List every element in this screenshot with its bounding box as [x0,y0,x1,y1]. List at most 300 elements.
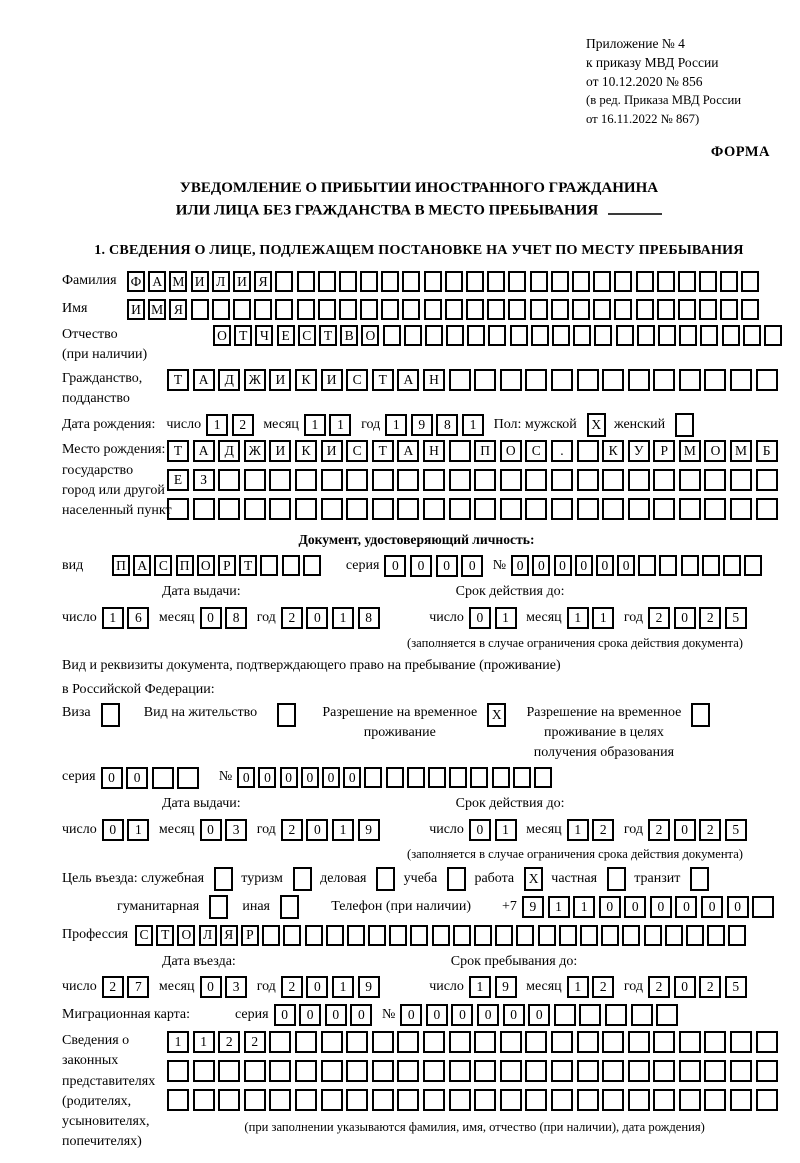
phone-cell-9[interactable] [752,896,774,918]
surname-cell-11[interactable] [360,271,378,292]
mk-series-cell-0[interactable]: 0 [274,1004,296,1026]
permit-issue-day-cell-0[interactable]: 0 [102,819,124,841]
representatives-line3-cell-4[interactable] [269,1089,291,1111]
birthplace-line2-cell-3[interactable] [244,469,266,491]
representatives-line1-cell-11[interactable] [449,1031,471,1053]
entry-month-cell-1[interactable]: 3 [225,976,247,998]
doc-type-cell-3[interactable]: П [176,555,194,576]
permit-valid-year-cell-0[interactable]: 2 [648,819,670,841]
permit-issue-year-cell-3[interactable]: 9 [358,819,380,841]
birthplace-line1-cell-13[interactable]: О [500,440,522,462]
citizenship-cell-20[interactable] [679,369,701,391]
representatives-line3-cell-18[interactable] [628,1089,650,1111]
permit-number-cell-8[interactable] [407,767,425,788]
representatives-line3-cell-22[interactable] [730,1089,752,1111]
birthplace-line2-cell-17[interactable] [602,469,624,491]
mk-series-cell-2[interactable]: 0 [325,1004,347,1026]
profession-cell-14[interactable] [432,925,450,946]
sex-male-checkbox-0[interactable]: X [587,413,606,437]
surname-cell-12[interactable] [381,271,399,292]
representatives-line2-cell-19[interactable] [653,1060,675,1082]
citizenship-cell-7[interactable]: С [346,369,368,391]
doc-issue-year-cell-1[interactable]: 0 [306,607,328,629]
citizenship-cell-19[interactable] [653,369,675,391]
patronymic-cell-12[interactable] [467,325,485,346]
mk-number-cell-10[interactable] [656,1004,678,1026]
phone-cell-1[interactable]: 1 [548,896,570,918]
surname-cell-20[interactable] [551,271,569,292]
doc-valid-day-cell-1[interactable]: 1 [495,607,517,629]
representatives-line1-cell-3[interactable]: 2 [244,1031,266,1053]
representatives-line2-cell-22[interactable] [730,1060,752,1082]
profession-cell-25[interactable] [665,925,683,946]
permit-valid-month-cell-0[interactable]: 1 [567,819,589,841]
birthplace-line3-cell-14[interactable] [525,498,547,520]
birthplace-line2-cell-13[interactable] [500,469,522,491]
permit-number-cell-11[interactable] [470,767,488,788]
birthplace-line1-cell-2[interactable]: Д [218,440,240,462]
given-name-cell-0[interactable]: И [127,299,145,320]
citizenship-cell-3[interactable]: Ж [244,369,266,391]
sex-female-checkbox-0[interactable] [675,413,694,437]
representatives-line3-cell-17[interactable] [602,1089,624,1111]
birthplace-line1-cell-19[interactable]: Р [653,440,675,462]
doc-type-cell-7[interactable] [260,555,278,576]
purpose-work-checkbox-0[interactable]: X [524,867,543,891]
doc-valid-year-cell-0[interactable]: 2 [648,607,670,629]
given-name-cell-15[interactable] [445,299,463,320]
doc-type-cell-8[interactable] [282,555,300,576]
visa-checkbox-0[interactable] [101,703,120,727]
surname-cell-3[interactable]: И [191,271,209,292]
doc-number-cell-3[interactable]: 0 [575,555,593,576]
representatives-line1-cell-12[interactable] [474,1031,496,1053]
permit-issue-month-cell-1[interactable]: 3 [225,819,247,841]
representatives-line1-cell-5[interactable] [295,1031,317,1053]
permit-valid-month-cell-1[interactable]: 2 [592,819,614,841]
birthplace-line1-cell-18[interactable]: У [628,440,650,462]
birthplace-line1-cell-9[interactable]: А [397,440,419,462]
birthplace-line1-cell-11[interactable] [449,440,471,462]
given-name-cell-22[interactable] [593,299,611,320]
birthplace-line1-cell-0[interactable]: Т [167,440,189,462]
doc-valid-month-cell-0[interactable]: 1 [567,607,589,629]
given-name-cell-26[interactable] [678,299,696,320]
birthplace-line3-cell-22[interactable] [730,498,752,520]
doc-number-cell-4[interactable]: 0 [596,555,614,576]
representatives-line1-cell-1[interactable]: 1 [193,1031,215,1053]
doc-number-cell-0[interactable]: 0 [511,555,529,576]
citizenship-cell-9[interactable]: А [397,369,419,391]
phone-cell-5[interactable]: 0 [650,896,672,918]
given-name-cell-20[interactable] [551,299,569,320]
citizenship-cell-14[interactable] [525,369,547,391]
citizenship-cell-21[interactable] [704,369,726,391]
representatives-line2-cell-16[interactable] [577,1060,599,1082]
representatives-line1-cell-10[interactable] [423,1031,445,1053]
representatives-line1-cell-22[interactable] [730,1031,752,1053]
profession-cell-8[interactable] [305,925,323,946]
purpose-transit-checkbox-0[interactable] [690,867,709,891]
temp-residence-checkbox-0[interactable]: X [487,703,506,727]
purpose-official-checkbox-0[interactable] [214,867,233,891]
birthplace-line1-cell-16[interactable] [577,440,599,462]
birthplace-line1-cell-5[interactable]: К [295,440,317,462]
permit-series-cell-2[interactable] [152,767,174,789]
birthplace-line1-cell-20[interactable]: М [679,440,701,462]
doc-issue-year-cell-2[interactable]: 1 [332,607,354,629]
permit-valid-year-cell-2[interactable]: 2 [699,819,721,841]
stay-year-cell-1[interactable]: 0 [674,976,696,998]
doc-number-cell-5[interactable]: 0 [617,555,635,576]
citizenship-cell-6[interactable]: И [321,369,343,391]
representatives-line2-cell-2[interactable] [218,1060,240,1082]
doc-type-cell-0[interactable]: П [112,555,130,576]
doc-issue-day-cell-1[interactable]: 6 [127,607,149,629]
given-name-cell-27[interactable] [699,299,717,320]
representatives-line2-cell-21[interactable] [704,1060,726,1082]
doc-number-cell-9[interactable] [702,555,720,576]
phone-cell-4[interactable]: 0 [624,896,646,918]
doc-valid-year-cell-1[interactable]: 0 [674,607,696,629]
representatives-line2-cell-12[interactable] [474,1060,496,1082]
representatives-line1-cell-15[interactable] [551,1031,573,1053]
surname-cell-13[interactable] [402,271,420,292]
doc-series-cell-1[interactable]: 0 [410,555,432,577]
representatives-line3-cell-21[interactable] [704,1089,726,1111]
profession-cell-20[interactable] [559,925,577,946]
patronymic-cell-2[interactable]: Ч [255,325,273,346]
given-name-cell-12[interactable] [381,299,399,320]
representatives-line3-cell-6[interactable] [321,1089,343,1111]
mk-number-cell-1[interactable]: 0 [426,1004,448,1026]
doc-issue-month-cell-1[interactable]: 8 [225,607,247,629]
representatives-line2-cell-9[interactable] [397,1060,419,1082]
profession-cell-28[interactable] [728,925,746,946]
representatives-line3-cell-23[interactable] [756,1089,778,1111]
patronymic-cell-17[interactable] [573,325,591,346]
given-name-cell-14[interactable] [424,299,442,320]
doc-number-cell-10[interactable] [723,555,741,576]
representatives-line1-cell-4[interactable] [269,1031,291,1053]
doc-number-cell-2[interactable]: 0 [554,555,572,576]
patronymic-cell-9[interactable] [404,325,422,346]
given-name-cell-21[interactable] [572,299,590,320]
patronymic-cell-5[interactable]: Т [319,325,337,346]
representatives-line2-cell-0[interactable] [167,1060,189,1082]
patronymic-cell-25[interactable] [743,325,761,346]
birth-year-cell-2[interactable]: 8 [436,414,458,436]
birthplace-line2-cell-11[interactable] [449,469,471,491]
permit-valid-day-cell-0[interactable]: 0 [469,819,491,841]
citizenship-cell-0[interactable]: Т [167,369,189,391]
citizenship-cell-16[interactable] [577,369,599,391]
permit-number-cell-2[interactable]: 0 [280,767,298,788]
citizenship-cell-4[interactable]: И [269,369,291,391]
purpose-tourism-checkbox-0[interactable] [293,867,312,891]
patronymic-cell-1[interactable]: Т [234,325,252,346]
profession-cell-7[interactable] [283,925,301,946]
surname-cell-10[interactable] [339,271,357,292]
birthplace-line3-cell-19[interactable] [653,498,675,520]
profession-cell-5[interactable]: Р [241,925,259,946]
birthplace-line1-cell-7[interactable]: С [346,440,368,462]
phone-cell-7[interactable]: 0 [701,896,723,918]
doc-type-cell-1[interactable]: А [133,555,151,576]
doc-series-cell-0[interactable]: 0 [384,555,406,577]
residence-permit-checkbox-0[interactable] [277,703,296,727]
given-name-cell-25[interactable] [657,299,675,320]
stay-year-cell-2[interactable]: 2 [699,976,721,998]
permit-number-cell-12[interactable] [492,767,510,788]
given-name-cell-5[interactable] [233,299,251,320]
given-name-cell-16[interactable] [466,299,484,320]
representatives-line2-cell-3[interactable] [244,1060,266,1082]
profession-cell-17[interactable] [495,925,513,946]
surname-cell-23[interactable] [614,271,632,292]
profession-cell-21[interactable] [580,925,598,946]
entry-year-cell-0[interactable]: 2 [281,976,303,998]
patronymic-cell-6[interactable]: В [340,325,358,346]
citizenship-cell-17[interactable] [602,369,624,391]
doc-number-cell-8[interactable] [681,555,699,576]
birthplace-line2-cell-19[interactable] [653,469,675,491]
doc-series-cell-3[interactable]: 0 [461,555,483,577]
doc-number-cell-7[interactable] [659,555,677,576]
stay-day-cell-0[interactable]: 1 [469,976,491,998]
representatives-line1-cell-18[interactable] [628,1031,650,1053]
purpose-study-checkbox-0[interactable] [447,867,466,891]
citizenship-cell-13[interactable] [500,369,522,391]
birthplace-line3-cell-20[interactable] [679,498,701,520]
phone-cell-0[interactable]: 9 [522,896,544,918]
surname-cell-18[interactable] [508,271,526,292]
citizenship-cell-22[interactable] [730,369,752,391]
permit-series-cell-3[interactable] [177,767,199,789]
birthplace-line3-cell-15[interactable] [551,498,573,520]
birth-month-cell-1[interactable]: 1 [329,414,351,436]
permit-valid-day-cell-1[interactable]: 1 [495,819,517,841]
representatives-line3-cell-13[interactable] [500,1089,522,1111]
surname-cell-29[interactable] [741,271,759,292]
surname-cell-7[interactable] [275,271,293,292]
profession-cell-1[interactable]: Т [156,925,174,946]
birthplace-line3-cell-6[interactable] [321,498,343,520]
entry-year-cell-1[interactable]: 0 [306,976,328,998]
given-name-cell-24[interactable] [636,299,654,320]
patronymic-cell-13[interactable] [488,325,506,346]
phone-cell-2[interactable]: 1 [573,896,595,918]
doc-type-cell-5[interactable]: Р [218,555,236,576]
given-name-cell-4[interactable] [212,299,230,320]
given-name-cell-7[interactable] [275,299,293,320]
doc-issue-year-cell-0[interactable]: 2 [281,607,303,629]
representatives-line3-cell-16[interactable] [577,1089,599,1111]
surname-cell-8[interactable] [297,271,315,292]
stay-month-cell-1[interactable]: 2 [592,976,614,998]
birthplace-line3-cell-8[interactable] [372,498,394,520]
given-name-cell-11[interactable] [360,299,378,320]
birthplace-line1-cell-1[interactable]: А [193,440,215,462]
permit-series-cell-0[interactable]: 0 [101,767,123,789]
representatives-line2-cell-20[interactable] [679,1060,701,1082]
representatives-line2-cell-5[interactable] [295,1060,317,1082]
profession-cell-15[interactable] [453,925,471,946]
representatives-line2-cell-4[interactable] [269,1060,291,1082]
purpose-private-checkbox-0[interactable] [607,867,626,891]
representatives-line2-cell-18[interactable] [628,1060,650,1082]
mk-number-cell-9[interactable] [631,1004,653,1026]
mk-number-cell-5[interactable]: 0 [528,1004,550,1026]
representatives-line3-cell-14[interactable] [525,1089,547,1111]
doc-valid-year-cell-3[interactable]: 5 [725,607,747,629]
representatives-line1-cell-19[interactable] [653,1031,675,1053]
patronymic-cell-4[interactable]: С [298,325,316,346]
surname-cell-4[interactable]: Л [212,271,230,292]
profession-cell-3[interactable]: Л [199,925,217,946]
profession-cell-0[interactable]: С [135,925,153,946]
birthplace-line2-cell-16[interactable] [577,469,599,491]
surname-cell-16[interactable] [466,271,484,292]
birthplace-line2-cell-12[interactable] [474,469,496,491]
patronymic-cell-19[interactable] [616,325,634,346]
doc-valid-month-cell-1[interactable]: 1 [592,607,614,629]
birthplace-line1-cell-23[interactable]: Б [756,440,778,462]
birthplace-line2-cell-18[interactable] [628,469,650,491]
mk-series-cell-3[interactable]: 0 [350,1004,372,1026]
patronymic-cell-8[interactable] [383,325,401,346]
permit-issue-year-cell-1[interactable]: 0 [306,819,328,841]
surname-cell-25[interactable] [657,271,675,292]
given-name-cell-29[interactable] [741,299,759,320]
permit-issue-month-cell-0[interactable]: 0 [200,819,222,841]
permit-valid-year-cell-3[interactable]: 5 [725,819,747,841]
representatives-line1-cell-14[interactable] [525,1031,547,1053]
entry-year-cell-3[interactable]: 9 [358,976,380,998]
birthplace-line1-cell-10[interactable]: Н [423,440,445,462]
representatives-line2-cell-13[interactable] [500,1060,522,1082]
profession-cell-9[interactable] [326,925,344,946]
surname-cell-28[interactable] [720,271,738,292]
representatives-line2-cell-7[interactable] [346,1060,368,1082]
birthplace-line2-cell-1[interactable]: З [193,469,215,491]
birthplace-line1-cell-8[interactable]: Т [372,440,394,462]
given-name-cell-17[interactable] [487,299,505,320]
surname-cell-1[interactable]: А [148,271,166,292]
permit-number-cell-9[interactable] [428,767,446,788]
citizenship-cell-5[interactable]: К [295,369,317,391]
permit-valid-year-cell-1[interactable]: 0 [674,819,696,841]
permit-series-cell-1[interactable]: 0 [126,767,148,789]
birthplace-line2-cell-22[interactable] [730,469,752,491]
representatives-line1-cell-6[interactable] [321,1031,343,1053]
birth-day-cell-0[interactable]: 1 [206,414,228,436]
representatives-line2-cell-10[interactable] [423,1060,445,1082]
entry-day-cell-0[interactable]: 2 [102,976,124,998]
representatives-line2-cell-8[interactable] [372,1060,394,1082]
birth-day-cell-1[interactable]: 2 [232,414,254,436]
birthplace-line3-cell-4[interactable] [269,498,291,520]
birthplace-line3-cell-5[interactable] [295,498,317,520]
representatives-line3-cell-12[interactable] [474,1089,496,1111]
surname-cell-24[interactable] [636,271,654,292]
representatives-line3-cell-5[interactable] [295,1089,317,1111]
profession-cell-26[interactable] [686,925,704,946]
citizenship-cell-15[interactable] [551,369,573,391]
representatives-line2-cell-14[interactable] [525,1060,547,1082]
surname-cell-14[interactable] [424,271,442,292]
doc-type-cell-2[interactable]: С [154,555,172,576]
doc-number-cell-1[interactable]: 0 [532,555,550,576]
representatives-line3-cell-10[interactable] [423,1089,445,1111]
entry-year-cell-2[interactable]: 1 [332,976,354,998]
birth-year-cell-0[interactable]: 1 [385,414,407,436]
representatives-line1-cell-13[interactable] [500,1031,522,1053]
birthplace-line3-cell-10[interactable] [423,498,445,520]
birthplace-line2-cell-5[interactable] [295,469,317,491]
mk-number-cell-3[interactable]: 0 [477,1004,499,1026]
birthplace-line2-cell-7[interactable] [346,469,368,491]
given-name-cell-23[interactable] [614,299,632,320]
citizenship-cell-10[interactable]: Н [423,369,445,391]
patronymic-cell-0[interactable]: О [213,325,231,346]
representatives-line2-cell-15[interactable] [551,1060,573,1082]
surname-cell-26[interactable] [678,271,696,292]
profession-cell-2[interactable]: О [177,925,195,946]
given-name-cell-28[interactable] [720,299,738,320]
patronymic-cell-20[interactable] [637,325,655,346]
patronymic-cell-7[interactable]: О [361,325,379,346]
citizenship-cell-11[interactable] [449,369,471,391]
surname-cell-0[interactable]: Ф [127,271,145,292]
mk-number-cell-2[interactable]: 0 [451,1004,473,1026]
profession-cell-18[interactable] [516,925,534,946]
birthplace-line1-cell-15[interactable]: . [551,440,573,462]
profession-cell-12[interactable] [389,925,407,946]
surname-cell-15[interactable] [445,271,463,292]
given-name-cell-3[interactable] [191,299,209,320]
profession-cell-4[interactable]: Я [220,925,238,946]
phone-cell-8[interactable]: 0 [727,896,749,918]
doc-number-cell-6[interactable] [638,555,656,576]
representatives-line2-cell-17[interactable] [602,1060,624,1082]
representatives-line1-cell-7[interactable] [346,1031,368,1053]
profession-cell-22[interactable] [601,925,619,946]
permit-number-cell-1[interactable]: 0 [258,767,276,788]
birthplace-line1-cell-12[interactable]: П [474,440,496,462]
permit-number-cell-5[interactable]: 0 [343,767,361,788]
doc-valid-year-cell-2[interactable]: 2 [699,607,721,629]
birthplace-line1-cell-6[interactable]: И [321,440,343,462]
patronymic-cell-18[interactable] [594,325,612,346]
given-name-cell-9[interactable] [318,299,336,320]
permit-number-cell-14[interactable] [534,767,552,788]
representatives-line1-cell-21[interactable] [704,1031,726,1053]
birth-month-cell-0[interactable]: 1 [304,414,326,436]
permit-issue-year-cell-0[interactable]: 2 [281,819,303,841]
stay-month-cell-0[interactable]: 1 [567,976,589,998]
birthplace-line3-cell-0[interactable] [167,498,189,520]
permit-number-cell-6[interactable] [364,767,382,788]
birthplace-line1-cell-21[interactable]: О [704,440,726,462]
birthplace-line3-cell-1[interactable] [193,498,215,520]
surname-cell-6[interactable]: Я [254,271,272,292]
birthplace-line3-cell-9[interactable] [397,498,419,520]
patronymic-cell-23[interactable] [700,325,718,346]
citizenship-cell-8[interactable]: Т [372,369,394,391]
doc-valid-day-cell-0[interactable]: 0 [469,607,491,629]
birth-year-cell-3[interactable]: 1 [462,414,484,436]
